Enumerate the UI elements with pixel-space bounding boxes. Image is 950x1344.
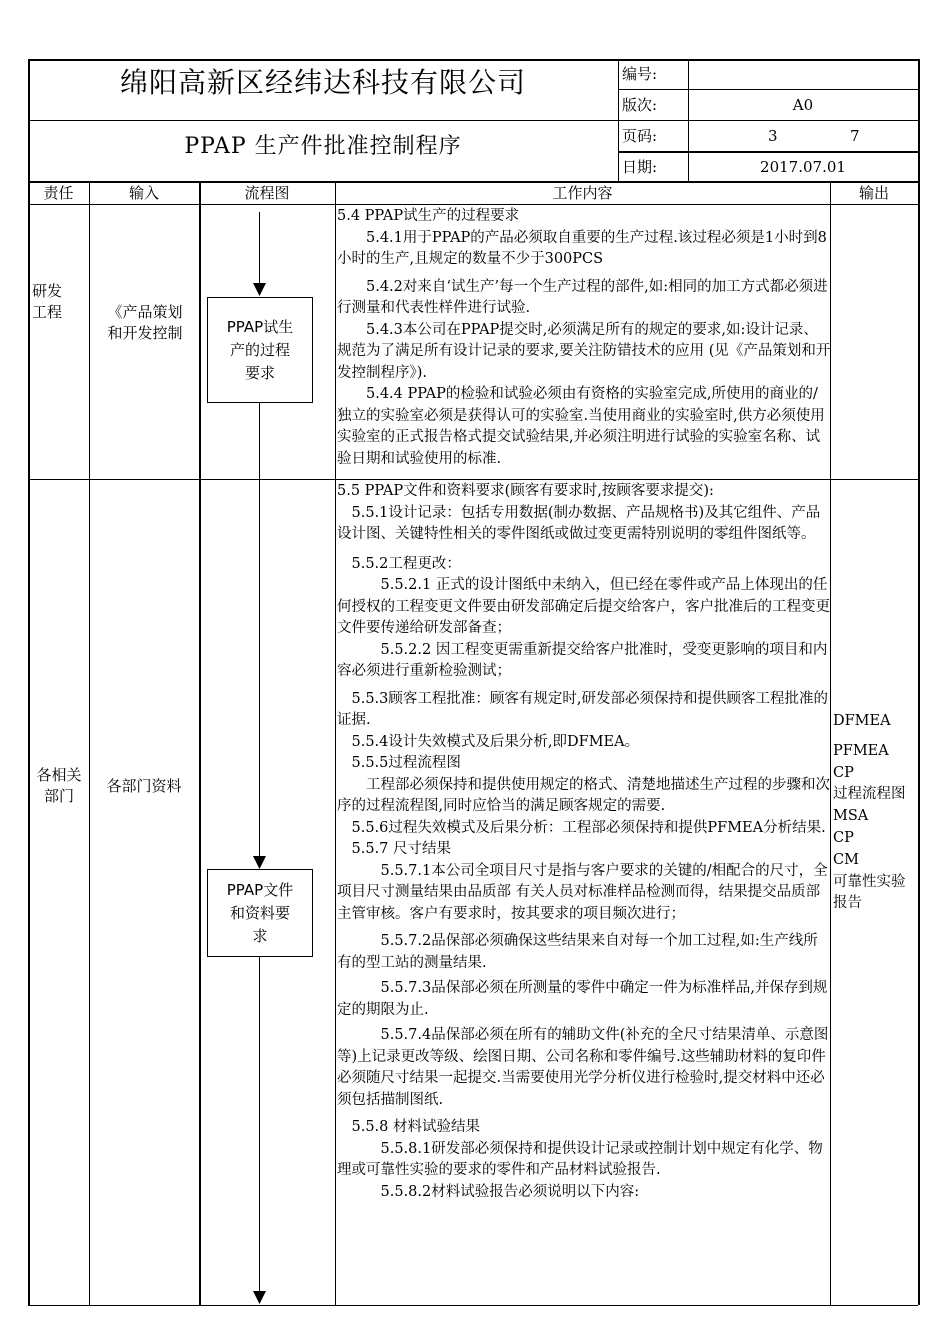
- output-item: CP: [833, 764, 854, 781]
- output-item: PFMEA: [833, 742, 889, 759]
- meta-label-page: 页码:: [622, 127, 658, 145]
- section2-input: 各部门资料: [106, 777, 182, 795]
- document-title: PPAP 生产件批准控制程序: [184, 134, 462, 159]
- output-item: DFMEA: [833, 713, 891, 729]
- flow-box-trial-production: PPAP试生 产的过程 要求: [207, 297, 313, 403]
- column-header-input: 输入: [128, 184, 159, 202]
- meta-value-page: 3: [768, 127, 778, 145]
- section1-input: 《产品策划 和开发控制: [107, 303, 183, 342]
- meta-label-date: 日期:: [622, 158, 658, 176]
- content-paragraph: 5.5.8.2材料试验报告必须说明以下内容:: [337, 1183, 640, 1200]
- column-header-responsibility: 责任: [43, 184, 74, 202]
- column-header-flowchart: 流程图: [244, 184, 290, 202]
- section1-responsibility: 研发 工程: [32, 282, 63, 321]
- flow-box-ppap-documents: PPAP文件 和资料要 求: [207, 869, 313, 957]
- content-paragraph: 5.5.7.3品保部必须在所测量的零件中确定一件为标准样品,并保存到规定的期限为止.: [337, 980, 828, 1018]
- section2-responsibility: 各相关 部门: [36, 766, 82, 805]
- content-paragraph: 5.4.4 PPAP的检验和试验必须由有资格的实验室完成,所使用的商业的/独立的实验室必须是获得认可的实验室.当使用商业的实验室时,供方必须使用实验室的正式报告格式提交试验结果,并必须注明进行试验的实验室名称、试验日期和试验使用的标准.: [337, 386, 825, 467]
- meta-label-number: 编号:: [622, 65, 658, 83]
- arrow-down-icon: [253, 856, 266, 869]
- content-paragraph: 工程部必须保持和提供使用规定的格式、清楚地描述生产过程的步骤和次序的过程流程图,同时应恰当的满足顾客规定的需要.: [337, 776, 830, 814]
- section2-content: [337, 481, 831, 1303]
- content-paragraph: 5.5.7.1本公司全项目尺寸是指与客户要求的关键的/相配合的尺寸，全项目尺寸测量结果由品质部 有关人员对标准样品检测而得，结果提交品质部主管审核。客户有要求时，按其要求的项目频次进行；: [337, 862, 828, 922]
- content-paragraph: 5.5 PPAP文件和资料要求(顾客有要求时,按顾客要求提交):: [337, 483, 714, 499]
- section2-outputs: [833, 711, 928, 915]
- content-paragraph: 5.5.5过程流程图: [337, 755, 461, 771]
- output-item: MSA: [833, 808, 869, 825]
- content-paragraph: 5.5.2工程更改：: [337, 555, 461, 572]
- column-header-work-content: 工作内容: [552, 184, 613, 202]
- output-item: CP: [833, 829, 854, 846]
- content-paragraph: 5.5.6过程失效模式及后果分析：工程部必须保持和提供PFMEA分析结果.: [337, 819, 826, 836]
- meta-label-version: 版次:: [622, 96, 658, 114]
- content-paragraph: 5.4 PPAP试生产的过程要求: [337, 208, 520, 224]
- content-paragraph: 5.4.2对来自‘试生产’每一个生产过程的部件,如:相同的加工方式都必须进行测量和代表性样件进行试验.: [337, 278, 828, 316]
- content-paragraph: 5.5.2.1 正式的设计图纸中未纳入，但已经在零件或产品上体现出的任何授权的工程变更文件要由研发部确定后提交给客户，客户批准后的工程变更文件要传递给研发部备查；: [337, 577, 830, 636]
- meta-value-version: A0: [792, 96, 814, 114]
- content-paragraph: 5.5.3顾客工程批准：顾客有规定时,研发部必须保持和提供顾客工程批准的证据.: [337, 690, 829, 728]
- column-header-output: 输出: [858, 184, 889, 202]
- meta-value-page-total: 7: [850, 127, 860, 145]
- output-item: 可靠性实验报告: [833, 873, 906, 912]
- arrow-down-icon: [253, 283, 266, 296]
- company-name: 绵阳高新区经纬达科技有限公司: [119, 66, 526, 99]
- content-paragraph: 5.5.7.4品保部必须在所有的辅助文件(补充的全尺寸结果清单、示意图等)上记录更改等级、绘图日期、公司名称和零件编号.这些辅助材料的复印件必须随尺寸结果一起提交.当需要使用光学分析仪进行检验时,提交材料中还必须包括描制图纸.: [337, 1027, 829, 1108]
- content-paragraph: 5.5.7.2品保部必须确保这些结果来自对每一个加工过程,如:生产线所有的型工站的测量结果.: [337, 933, 818, 971]
- output-item: 过程流程图: [833, 786, 906, 803]
- content-paragraph: 5.5.8 材料试验结果: [337, 1119, 481, 1135]
- section1-content: [337, 206, 831, 478]
- content-paragraph: 5.5.2.2 因工程变更需重新提交给客户批准时，受变更影响的项目和内容必须进行重新检验测试；: [337, 641, 828, 679]
- content-paragraph: 5.5.4设计失效模式及后果分析,即DFMEA。: [337, 733, 640, 750]
- arrow-down-icon: [253, 1291, 266, 1304]
- meta-value-date: 2017.07.01: [760, 158, 846, 176]
- content-paragraph: 5.4.3本公司在PPAP提交时,必须满足所有的规定的要求,如:设计记录、规范为了满足所有设计记录的要求,要关注防错技术的应用 (见《产品策划和开发控制程序》).: [337, 321, 831, 381]
- content-paragraph: 5.5.1设计记录：包括专用数据(制办数据、产品规格书)及其它组件、产品设计图、关键特性相关的零件图纸或做过变更需特别说明的零组件图纸等。: [337, 504, 821, 542]
- content-paragraph: 5.5.8.1研发部必须保持和提供设计记录或控制计划中规定有化学、物理或可靠性实验的要求的零件和产品材料试验报告.: [337, 1140, 823, 1178]
- content-paragraph: 5.5.7 尺寸结果: [337, 841, 452, 857]
- output-item: CM: [833, 851, 859, 868]
- content-paragraph: 5.4.1用于PPAP的产品必须取自重要的生产过程.该过程必须是1小时到8小时的生产,且规定的数量不少于300PCS: [337, 229, 827, 267]
